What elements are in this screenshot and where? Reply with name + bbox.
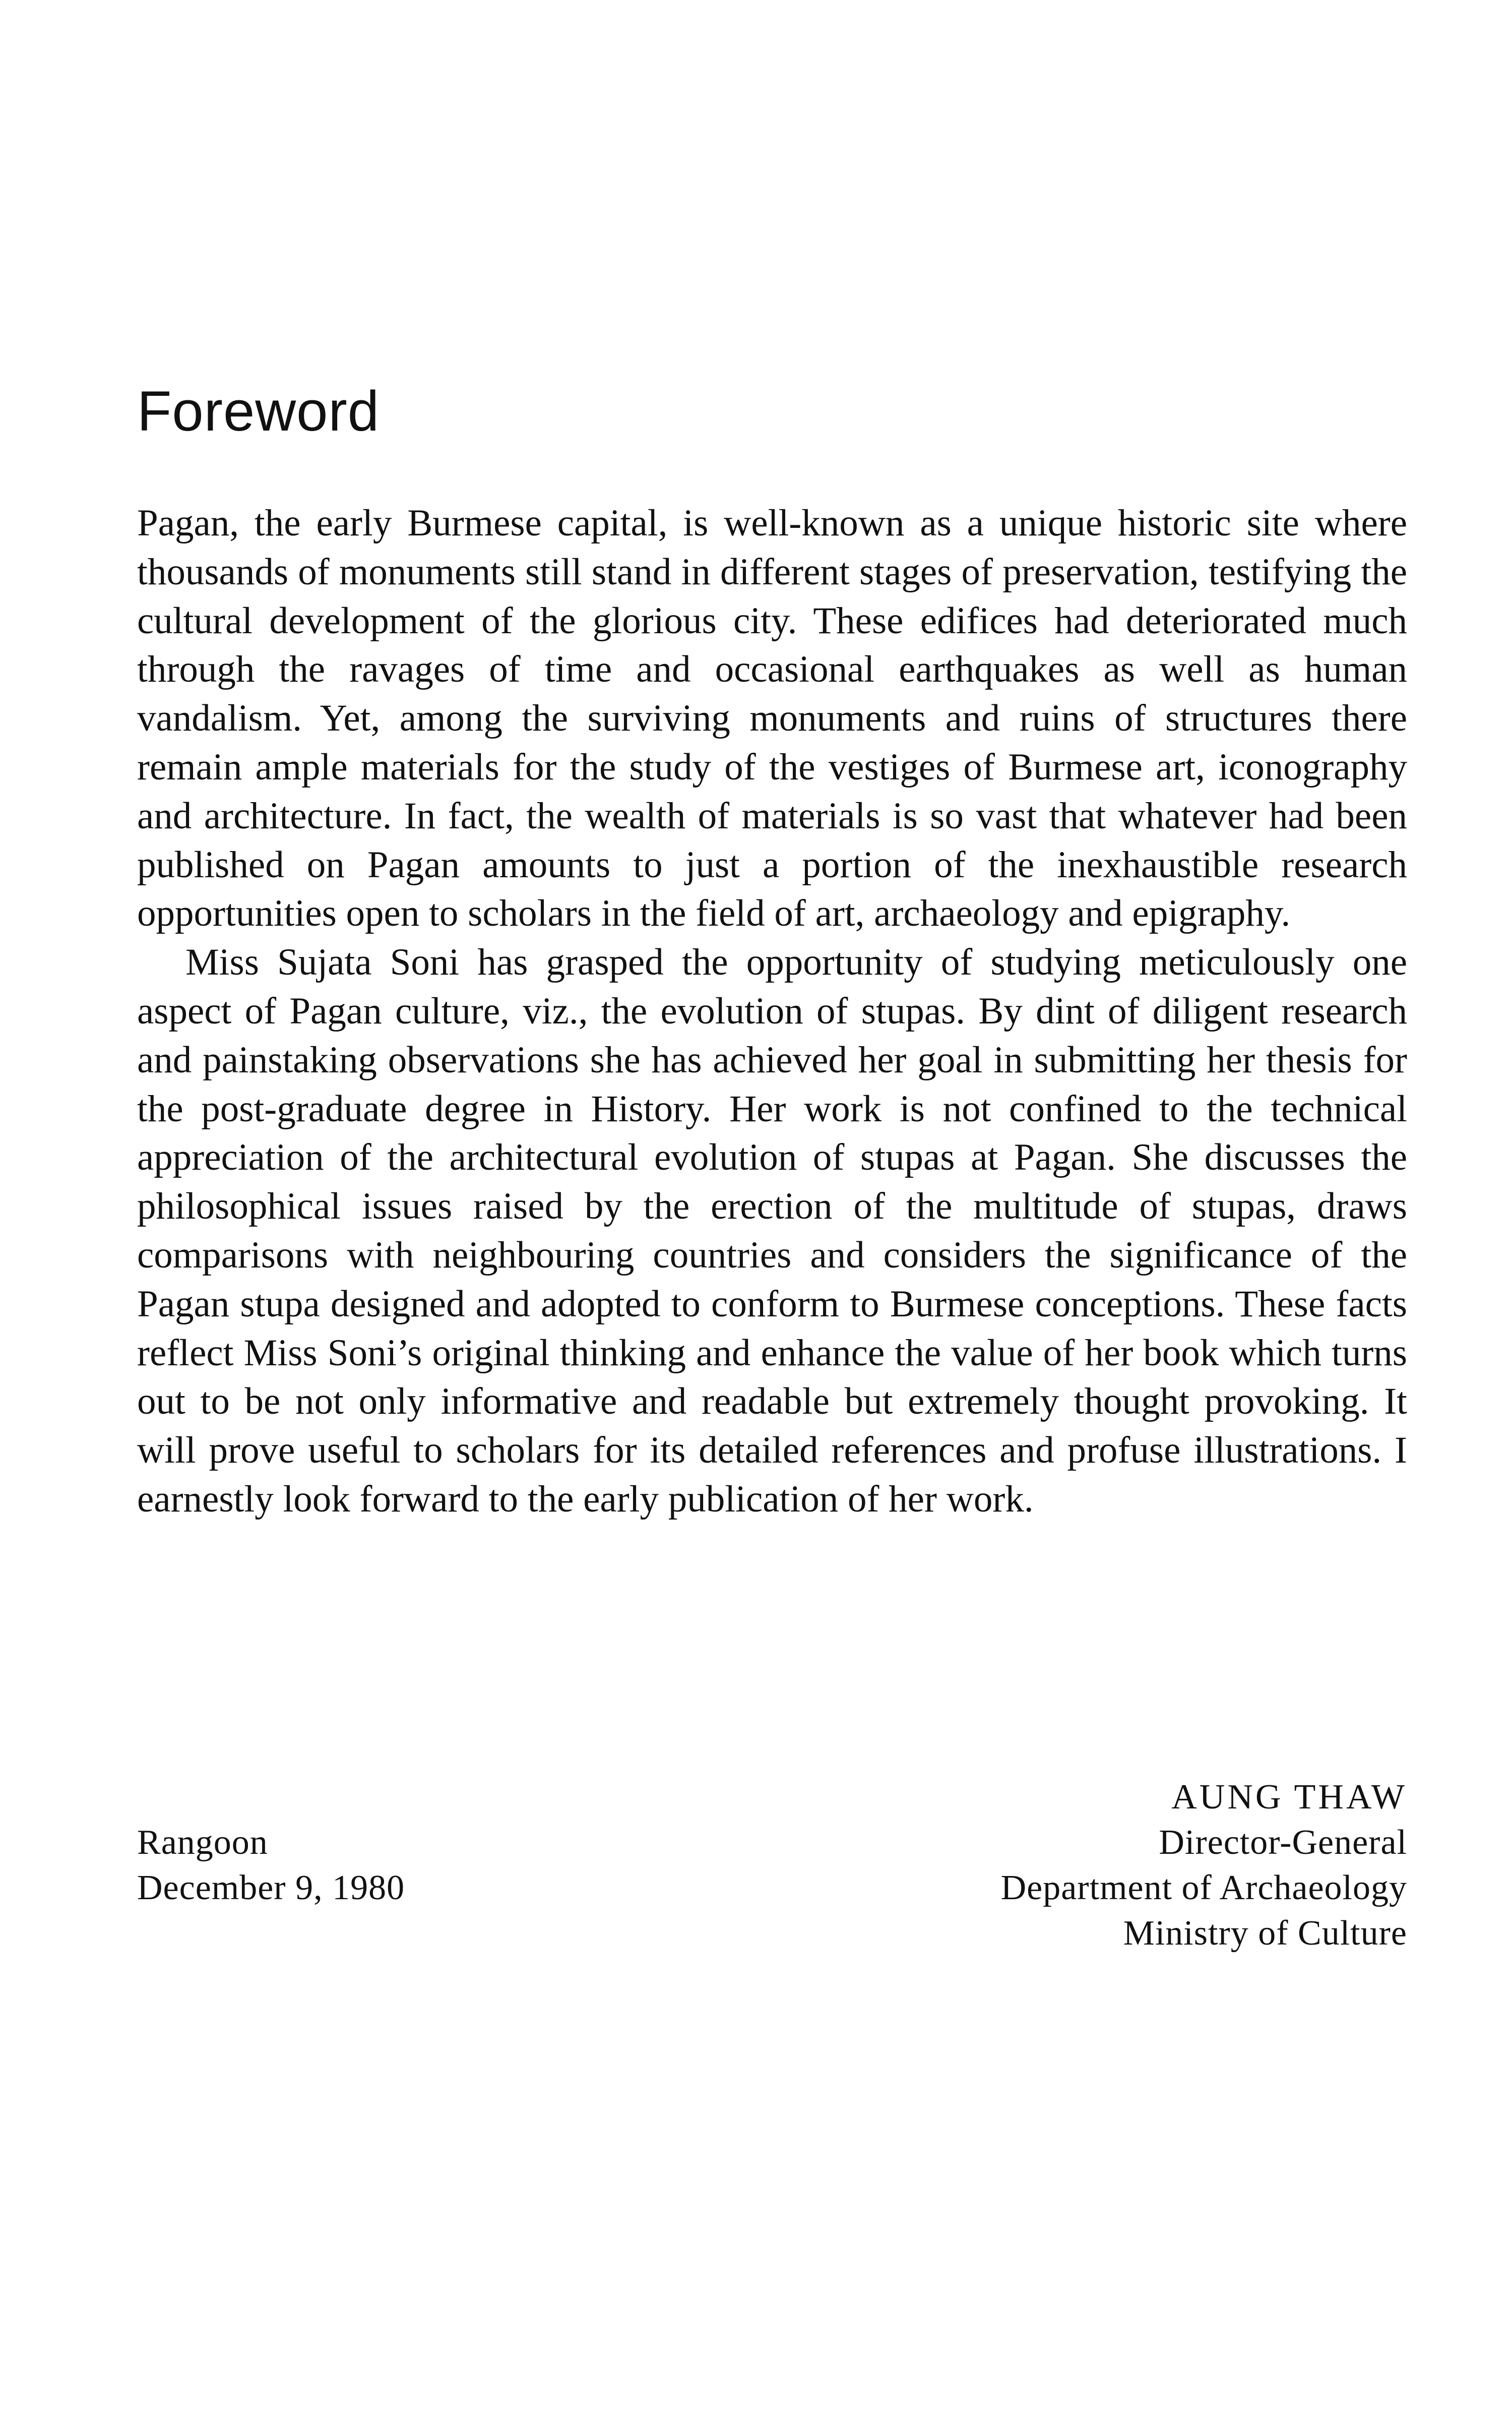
paragraph-1: Pagan, the early Burmese capital, is well-known as a unique historic site where thousands of monuments still stand in different stages of preservation, testifying the cultural development of the glorious city. These edifices had deteriorated much through the ravages of time and occasional earthquakes as well as human vandalism. Yet, among the surviving monuments and ruins of structures there remain ample materials for the study of the vestiges of Burmese art, iconography and architecture. In fact, the wealth of materials is so vast that whatever had been published on Pagan amounts to just a portion of the inexhaustible research opportunities open to scholars in the field of art, archaeology and epigraphy. xyxy=(137,502,1407,935)
signatory-department: Department of Archaeology xyxy=(1000,1868,1407,1907)
place-date-block xyxy=(137,1820,405,1911)
foreword-page xyxy=(137,0,1407,2420)
signatory-name: AUNG THAW xyxy=(1171,1778,1407,1817)
date: December 9, 1980 xyxy=(137,1868,405,1907)
signatory-ministry: Ministry of Culture xyxy=(1123,1914,1407,1953)
place: Rangoon xyxy=(137,1823,268,1862)
paragraph-2: Miss Sujata Soni has grasped the opportunity of studying meticulously one aspect of Pagan culture, viz., the evolution of stupas. By dint of diligent research and painstaking observations she has achieved her goal in submitting her thesis for the post-graduate degree in History. Her work is not confined to the technical appreciation of the architectural evolution of stupas at Pagan. She discusses the philosophical issues raised by the erection of the multitude of stupas, draws comparisons with neighbouring countries and considers the significance of the Pagan stupa designed and adopted to conform to Burmese conceptions. These facts reflect Miss Soni’s original thinking and enhance the value of her book which turns out to be not only informative and readable but extremely thought provoking. It will prove useful to scholars for its detailed references and profuse illustrations. I earnestly look forward to the early publication of her work. xyxy=(137,941,1407,1520)
signature-block xyxy=(1001,1775,1407,1956)
page-title: Foreword xyxy=(137,380,380,443)
foreword-body xyxy=(137,499,1407,1524)
signatory-position: Director-General xyxy=(1159,1823,1407,1862)
